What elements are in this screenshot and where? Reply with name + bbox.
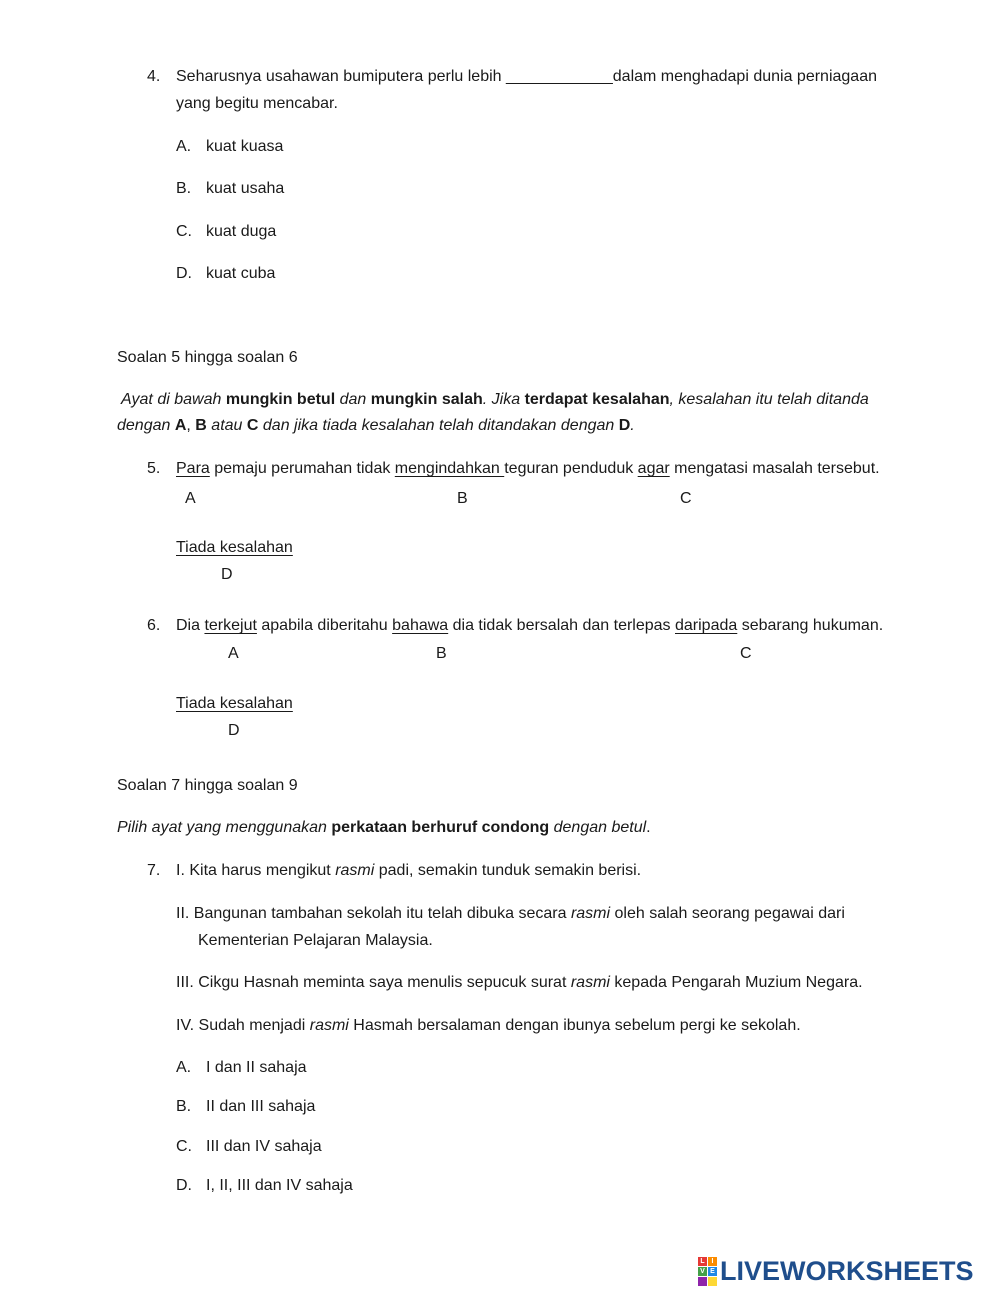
statement-italic-word: rasmi — [335, 862, 375, 879]
statement-italic-word: rasmi — [570, 974, 610, 991]
statement-text: I. Kita harus mengikut — [176, 862, 336, 879]
q5-word-c[interactable]: agar — [637, 460, 670, 477]
instr-bold: D — [618, 417, 631, 434]
section56-instruction-line1 — [121, 390, 869, 410]
q5-label-d: D — [221, 566, 233, 583]
q4-option-d[interactable] — [176, 264, 275, 284]
option-text: I, II, III dan IV sahaja — [206, 1177, 353, 1194]
q6-sentence — [176, 616, 883, 636]
q7-option-c[interactable] — [176, 1137, 322, 1157]
option-text: kuat kuasa — [206, 138, 284, 155]
instr-bold: mungkin salah — [370, 391, 483, 408]
q7-number: 7. — [147, 862, 161, 879]
option-text: II dan III sahaja — [206, 1098, 316, 1115]
option-letter: D. — [176, 265, 192, 282]
statement-italic-word: rasmi — [570, 905, 611, 922]
instr-bold: mungkin betul — [225, 391, 336, 408]
instr-bold: B — [195, 417, 207, 434]
q6-number: 6. — [147, 617, 161, 634]
instr-text: . Jika — [482, 391, 525, 408]
statement-italic-word: rasmi — [309, 1017, 349, 1034]
instr-text: dan — [335, 391, 371, 408]
logo-cell: V — [698, 1267, 707, 1276]
option-letter: A. — [176, 138, 192, 155]
logo-text: LIVEWORKSHEETS — [720, 1255, 974, 1286]
q7-statement-4 — [176, 1016, 801, 1036]
q6-text: Dia — [176, 617, 205, 634]
instr-text: , — [186, 417, 196, 434]
logo-cell — [708, 1277, 717, 1286]
instr-bold: perkataan berhuruf condong — [331, 819, 550, 836]
section56-instruction-line2 — [117, 416, 635, 436]
option-text: kuat usaha — [206, 180, 285, 197]
q7-statement-2 — [176, 904, 845, 924]
q5-sentence — [176, 459, 880, 479]
instr-bold: C — [246, 417, 259, 434]
section79-instruction — [117, 818, 651, 838]
instr-text: dan jika tiada kesalahan telah ditandakan dengan — [258, 417, 619, 434]
q5-label-c: C — [680, 490, 692, 507]
q6-text: apabila diberitahu — [256, 617, 393, 634]
q5-text: teguran penduduk — [504, 460, 638, 477]
q7-statement-1 — [176, 861, 641, 881]
logo-cell: L — [698, 1257, 707, 1266]
q6-word-b[interactable]: bahawa — [392, 617, 449, 634]
logo-cell: I — [708, 1257, 717, 1266]
option-letter: C. — [176, 1138, 192, 1155]
q7-option-a[interactable] — [176, 1058, 307, 1078]
q5-word-b[interactable]: mengindahkan — [394, 460, 505, 477]
q5-word-a[interactable]: Para — [176, 460, 210, 477]
instr-text: atau — [206, 417, 247, 434]
logo-mark-icon — [698, 1257, 717, 1286]
q6-label-d: D — [228, 722, 240, 739]
section56-heading: Soalan 5 hingga soalan 6 — [117, 349, 298, 366]
statement-text: Hasmah bersalaman dengan ibunya sebelum pergi ke sekolah. — [348, 1017, 801, 1034]
q5-label-a: A — [185, 490, 196, 507]
liveworksheets-logo — [698, 1256, 974, 1286]
option-letter: D. — [176, 1177, 192, 1194]
option-text: III dan IV sahaja — [206, 1138, 322, 1155]
q6-label-c: C — [740, 645, 752, 662]
instr-text: dengan betul — [549, 819, 647, 836]
q4-option-a[interactable] — [176, 137, 283, 157]
instr-text: . — [630, 417, 635, 434]
statement-text: III. Cikgu Hasnah meminta saya menulis sepucuk surat — [176, 974, 571, 991]
q4-option-b[interactable] — [176, 179, 284, 199]
q6-word-c[interactable]: daripada — [675, 617, 738, 634]
q6-no-error[interactable]: Tiada kesalahan — [176, 695, 293, 712]
q7-option-d[interactable] — [176, 1176, 353, 1196]
q5-text: mengatasi masalah tersebut. — [669, 460, 880, 477]
statement-text: padi, semakin tunduk semakin berisi. — [374, 862, 642, 879]
q4-number: 4. — [147, 68, 161, 85]
q4-blank[interactable]: ____________ — [506, 68, 613, 85]
q5-label-b: B — [457, 490, 468, 507]
statement-text: kepada Pengarah Muzium Negara. — [609, 974, 863, 991]
instr-text: Pilih ayat yang menggunakan — [117, 819, 332, 836]
q4-line2: yang begitu mencabar. — [176, 95, 338, 112]
instr-bold: terdapat kesalahan — [524, 391, 670, 408]
statement-text: IV. Sudah menjadi — [176, 1017, 310, 1034]
instr-text: , kesalahan itu telah ditanda — [669, 391, 869, 408]
statement-text: oleh salah seorang pegawai dari — [610, 905, 845, 922]
option-letter: B. — [176, 1098, 192, 1115]
q7-statement-2-line2: Kementerian Pelajaran Malaysia. — [198, 932, 433, 949]
option-text: kuat cuba — [206, 265, 276, 282]
option-text: I dan II sahaja — [206, 1059, 307, 1076]
logo-cell — [698, 1277, 707, 1286]
q6-label-b: B — [436, 645, 447, 662]
instr-text: dengan — [117, 417, 175, 434]
q5-number: 5. — [147, 460, 161, 477]
q4-text-post: dalam menghadapi dunia perniagaan — [612, 68, 877, 85]
q7-statement-3 — [176, 973, 863, 993]
instr-bold: A — [174, 417, 187, 434]
option-letter: C. — [176, 223, 192, 240]
q4-option-c[interactable] — [176, 222, 276, 242]
statement-text: II. Bangunan tambahan sekolah itu telah dibuka secara — [176, 905, 571, 922]
q6-label-a: A — [228, 645, 239, 662]
instr-text: Ayat di bawah — [121, 391, 226, 408]
q5-no-error[interactable]: Tiada kesalahan — [176, 539, 293, 556]
section79-heading: Soalan 7 hingga soalan 9 — [117, 777, 298, 794]
q6-text: sebarang hukuman. — [737, 617, 884, 634]
q4-text-pre: Seharusnya usahawan bumiputera perlu lebih — [176, 68, 506, 85]
logo-cell: E — [708, 1267, 717, 1276]
instr-text: . — [646, 819, 651, 836]
option-letter: A. — [176, 1059, 192, 1076]
q6-text: dia tidak bersalah dan terlepas — [448, 617, 675, 634]
q5-text: pemaju perumahan tidak — [209, 460, 395, 477]
option-text: kuat duga — [206, 223, 277, 240]
q6-word-a[interactable]: terkejut — [204, 617, 257, 634]
option-letter: B. — [176, 180, 192, 197]
q7-option-b[interactable] — [176, 1097, 315, 1117]
q4-line1 — [176, 67, 877, 87]
